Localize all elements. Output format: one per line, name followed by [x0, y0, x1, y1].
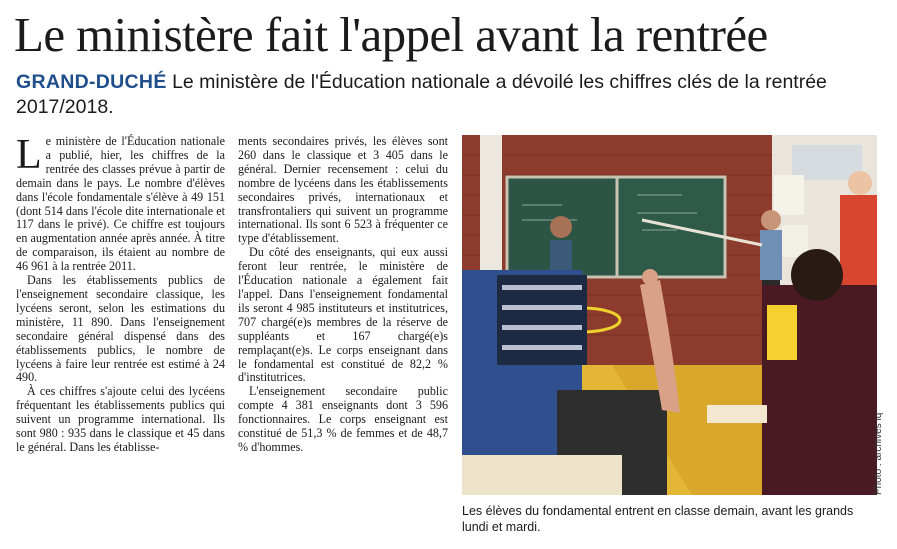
article-paragraph: L'enseignement secondaire public compte 4 381 enseignants dont 3 596 fonctionnaires. Le corps enseignant est constitué de 51,3 % de femmes et de 48,7 % d'hommes.	[238, 384, 448, 454]
article-paragraph: À ces chiffres s'ajoute celui des lycéens fréquentant les établissements publics qui suivent un programme international. Ils sont 980 : 935 dans le classique et 45 dans le général. Dans les établisse-	[16, 384, 225, 454]
article-paragraph: Dans les établissements publics de l'enseignement secondaire classique, les lycéens seront, selon les estimations du ministère, 11 890. Dans l'enseignement secondaire général dispensé dans des établissements publics, le nombre de lycéens à faire leur rentrée est estimé à 24 490.	[16, 273, 225, 385]
article-paragraph-text: e ministère de l'Éducation nationale a publié, hier, les chiffres de la rentrée des classes prévue à partir de demain dans le pays. Le nombre d'élèves dans l'école fondamentale s'élève à 49 151 (dont 514 dans l'école dite internationale et 117 dans le privé). Ce chiffre est toujours en augmentation année après année. À titre de comparaison, ils étaient au nombre de 46 961 à la rentrée 2011.	[16, 134, 225, 274]
deck	[16, 70, 876, 120]
deck-kicker: GRAND-DUCHÉ	[16, 71, 167, 93]
article-paragraph: ments secondaires privés, les élèves sont 260 dans le classique et 3 405 dans le général. Dernier recensement : celui du nombre de lycéens dans les établissements secondaires privés, internationaux et transfrontaliers qui suivent un programme international. Ils sont 6 523 à fréquenter ce type d'établissement.	[238, 134, 448, 246]
article-paragraph: Du côté des enseignants, qui eux aussi feront leur rentrée, le ministère de l'Éducation nationale a également fait l'appel. Dans l'enseignement fondamental ils seront 4 985 instituteurs et institutrices, 707 chargé(e)s membres de la réserve de suppléants et 167 chargé(e)s remplaçant(e)s. Le corps enseignant dans le fondamental est constitué de 82,2 % d'institutrices.	[238, 245, 448, 385]
drop-cap: L	[16, 132, 42, 178]
deck-text: Le ministère de l'Éducation nationale a dévoilé les chiffres clés de la rentrée 2017/2018.	[16, 71, 827, 118]
article-column-2	[238, 135, 448, 455]
classroom-photo	[462, 135, 877, 495]
article-column-1	[16, 132, 225, 455]
photo-credit: Photo : archives lq	[873, 412, 884, 495]
article-paragraph	[16, 132, 225, 274]
photo-caption: Les élèves du fondamental entrent en classe demain, avant les grands lundi et mardi.	[462, 504, 854, 534]
headline: Le ministère fait l'appel avant la rentrée	[14, 7, 768, 62]
